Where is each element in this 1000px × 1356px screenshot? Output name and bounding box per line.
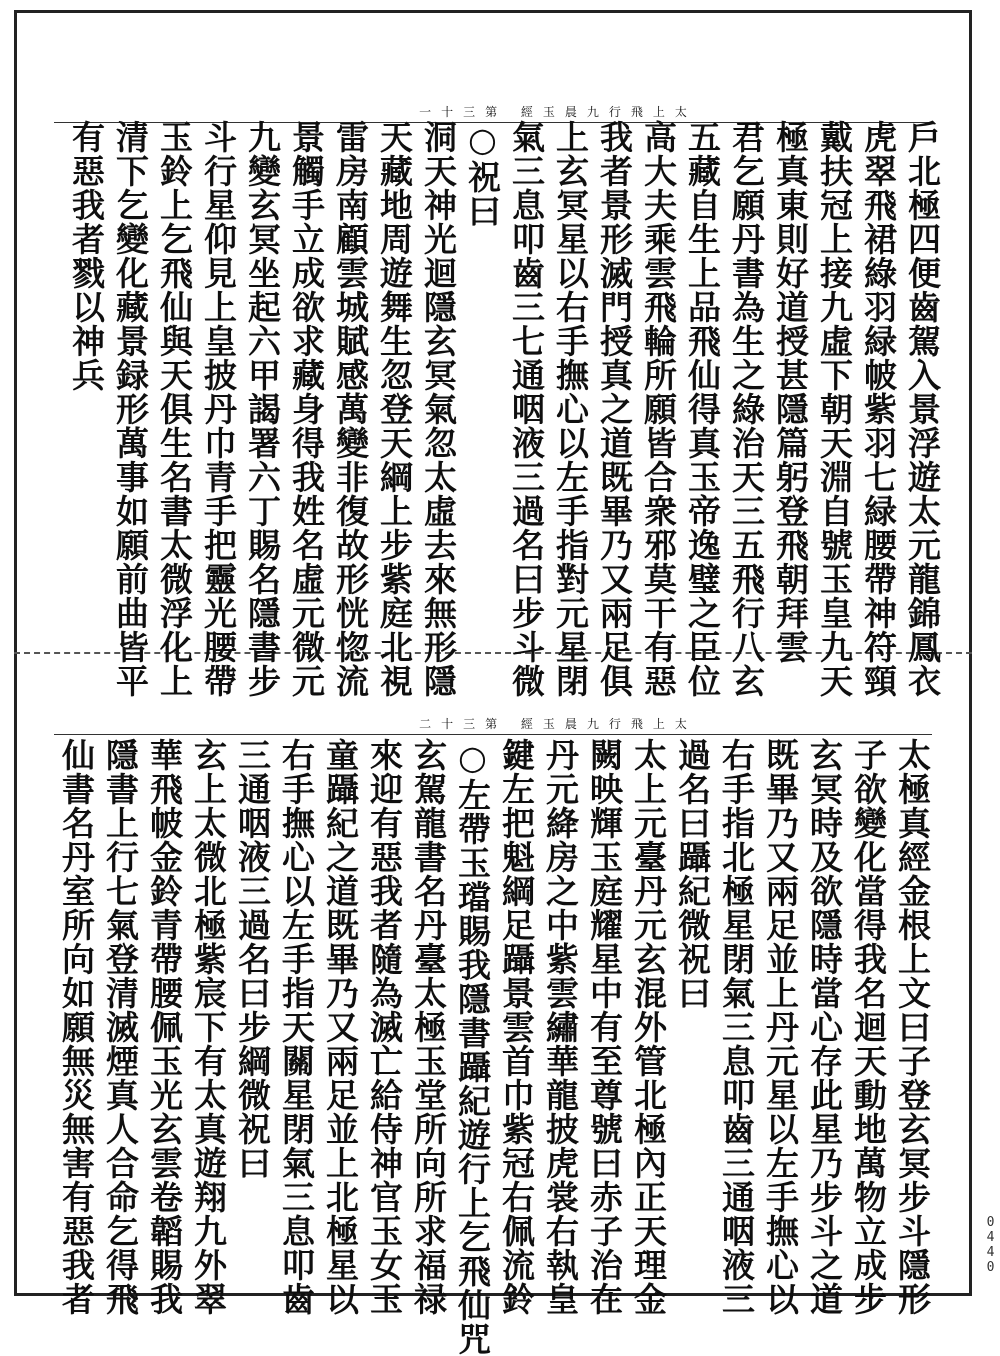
text-column: 子欲變化當得我名迴天動地萬物立成步 [849,738,888,1316]
text-column: 高大夫乘雲飛輪所願皆合衆邪莫干有惡 [639,120,678,698]
text-column: 右手撫心以左手指天關星閉氣三息叩齒 [277,738,316,1316]
text-column: ○祝曰 [463,120,502,228]
text-column: 戴扶冠上接九虛下朝天淵自號玉皇九天 [815,120,854,698]
text-column: 來迎有惡我者隨為滅亡給侍神官玉女玉 [365,738,404,1316]
text-column: 右手指北極星閉氣三息叩齒三通咽液三 [717,738,756,1316]
page-header: 太上飛行九晨玉經 第三十一 [419,105,697,119]
page-header: 太上飛行九晨玉經 第三十二 [419,717,697,731]
header-rule [54,734,932,735]
page-panel-top [14,10,972,698]
text-column: 洞天神光迴隱玄冥氣忽太虛去來無形隱 [419,120,458,698]
text-column: 太上元臺丹元玄混外管北極內正天理金 [629,738,668,1316]
text-column: 既畢乃又兩足並上丹元星以左手撫心以 [761,738,800,1316]
text-column: 太極真經金根上文曰子登玄冥步斗隱形 [893,738,932,1316]
text-column: 君乞願丹書為生之綠治天三五飛行八玄 [727,120,766,698]
text-column: 丹元絳房之中紫雲繡華龍披虎裳右執皇 [541,738,580,1316]
text-column: 景觸手立成欲求藏身得我姓名虛元微元 [287,120,326,698]
text-column: 玉鈴上乞飛仙與天俱生名書太微浮化上 [155,120,194,698]
text-column: 虎翠飛裙綠羽緑帔紫羽七緑腰帶神符頸 [859,120,898,698]
text-column: 玄駕龍書名丹臺太極玉堂所向所求福禄 [409,738,448,1316]
text-column: 三通咽液三過名曰步綱微祝曰 [233,738,272,1180]
text-column: 有惡我者戮以神兵 [67,120,106,392]
text-column: 玄上太微北極紫宸下有太真遊翔九外翠 [189,738,228,1316]
text-column: 華飛帔金鈴青帶腰佩玉光玄雲卷韜賜我 [145,738,184,1316]
text-column: 清下乞變化藏景録形萬事如願前曲皆平 [111,120,150,698]
text-column: 闕映輝玉庭耀星中有至尊號曰赤子治在 [585,738,624,1316]
text-columns [66,120,942,698]
text-column: 仙書名丹室所向如願無災無害有惡我者 [57,738,96,1316]
text-column: 氣三息叩齒三七通咽液三過名曰步斗微 [507,120,546,698]
text-column: ○左帶玉璫賜我隱書躡紀遊行上乞飛仙咒 [453,738,492,1356]
text-column: 斗行星仰見上皇披丹巾青手把靈光腰帶 [199,120,238,698]
margin-page-number: 0440 [983,1215,998,1275]
text-column: 童躡紀之道既畢乃又兩足並上北極星以 [321,738,360,1316]
text-column: 過名曰躡紀微祝曰 [673,738,712,1010]
text-column: 我者景形滅門授真之道既畢乃又兩足俱 [595,120,634,698]
text-column: 雷房南顧雲城賦感萬變非復故形恍惚流 [331,120,370,698]
text-column: 九變玄冥坐起六甲謁署六丁賜名隱書步 [243,120,282,698]
text-column: 極真東則好道授甚隱篇躬登飛朝拜雲 [771,120,810,664]
text-column: 上玄冥星以右手撫心以左手指對元星閉 [551,120,590,698]
page-panel-bottom [14,660,972,1356]
text-column: 鍵左把魁綱足躡景雲首巾紫冠右佩流鈴 [497,738,536,1316]
text-column: 天藏地周遊舞生忽登天綱上步紫庭北視 [375,120,414,698]
text-columns [56,738,932,1356]
text-column: 隱書上行七氣登清滅煙真人合命乞得飛 [101,738,140,1316]
text-column: 戶北極四便齒駕入景浮遊太元龍錦鳳衣 [903,120,942,698]
text-column: 玄冥時及欲隱時當心存此星乃步斗之道 [805,738,844,1316]
text-column: 五藏自生上品飛仙得真玉帝逸璧之臣位 [683,120,722,698]
